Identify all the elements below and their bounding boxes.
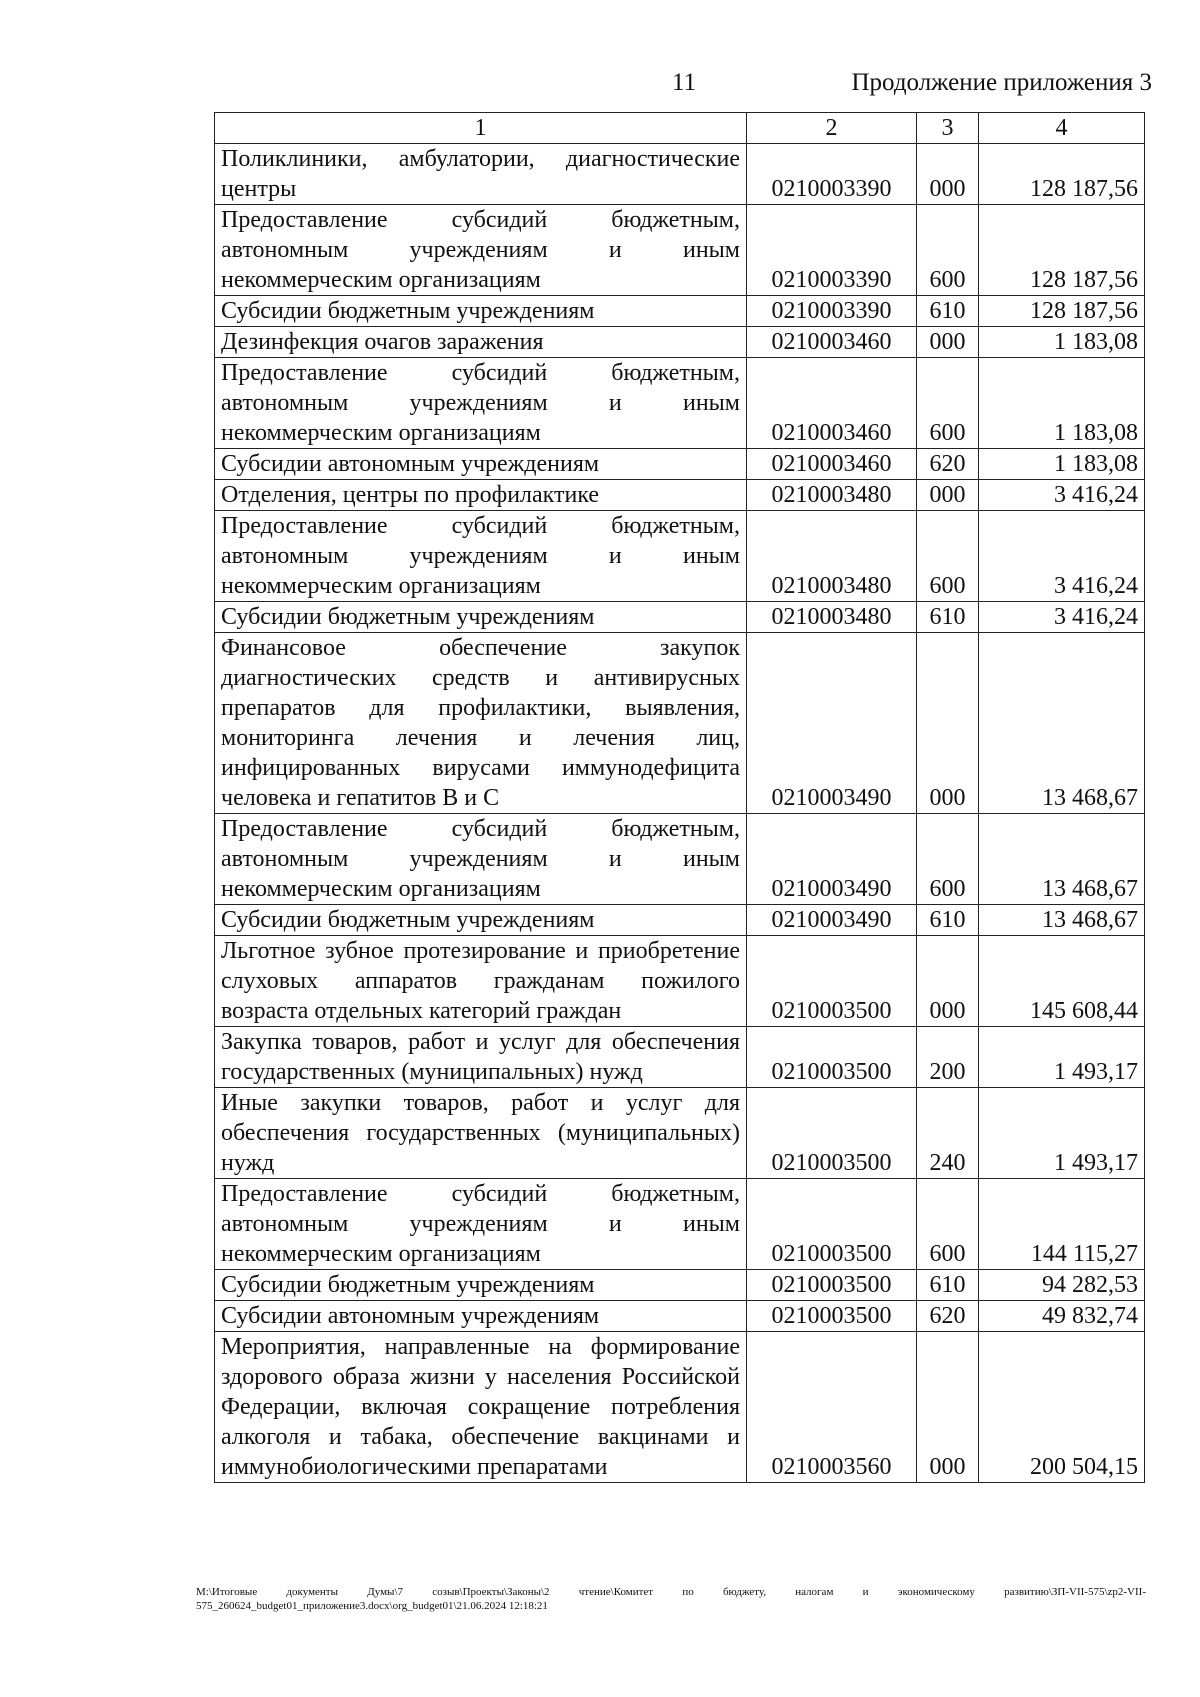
- row-code-cell: 0210003490: [747, 905, 917, 936]
- column-header-name: 1: [215, 113, 747, 144]
- row-name-cell: Предоставление субсидий бюджетным, автономным учреждениям и иным некоммерческим организациям: [215, 1179, 747, 1270]
- row-name-cell: Предоставление субсидий бюджетным, автономным учреждениям и иным некоммерческим организациям: [215, 511, 747, 602]
- row-sum-cell: 128 187,56: [979, 296, 1145, 327]
- table-header-row: [215, 113, 1145, 144]
- row-sum-cell: 144 115,27: [979, 1179, 1145, 1270]
- row-name-cell: Иные закупки товаров, работ и услуг для обеспечения государственных (муниципальных) нужд: [215, 1088, 747, 1179]
- row-name-cell: Льготное зубное протезирование и приобретение слуховых аппаратов гражданам пожилого возраста отдельных категорий граждан: [215, 936, 747, 1027]
- table-row: [215, 1270, 1145, 1301]
- row-name-cell: Дезинфекция очагов заражения: [215, 327, 747, 358]
- row-kind-cell: 610: [917, 1270, 979, 1301]
- table-row: [215, 449, 1145, 480]
- row-kind-cell: 610: [917, 296, 979, 327]
- row-code-cell: 0210003460: [747, 449, 917, 480]
- row-kind-cell: 000: [917, 480, 979, 511]
- table-row: [215, 1332, 1145, 1483]
- table-row: [215, 633, 1145, 814]
- row-code-cell: 0210003500: [747, 1179, 917, 1270]
- row-sum-cell: 128 187,56: [979, 205, 1145, 296]
- row-kind-cell: 000: [917, 1332, 979, 1483]
- row-code-cell: 0210003500: [747, 1027, 917, 1088]
- row-name-cell: Субсидии автономным учреждениям: [215, 449, 747, 480]
- row-name-cell: Предоставление субсидий бюджетным, автономным учреждениям и иным некоммерческим организациям: [215, 358, 747, 449]
- row-kind-cell: 200: [917, 1027, 979, 1088]
- row-name-cell: Субсидии бюджетным учреждениям: [215, 905, 747, 936]
- document-path-footer: М:\Итоговые документы Думы\7 созыв\Проекты\Законы\2 чтение\Комитет по бюджету, налогам и экономическому развитию\ЗП-VII-575\zp2-VII-575_260624_budget01_приложение3.docx\org_budget01\21.06.2024 12:18:21: [196, 1586, 1146, 1612]
- row-name-cell: Предоставление субсидий бюджетным, автономным учреждениям и иным некоммерческим организациям: [215, 205, 747, 296]
- row-kind-cell: 000: [917, 936, 979, 1027]
- row-sum-cell: 128 187,56: [979, 144, 1145, 205]
- column-header-code: 2: [747, 113, 917, 144]
- table-row: [215, 1027, 1145, 1088]
- row-code-cell: 0210003500: [747, 1088, 917, 1179]
- column-header-sum: 4: [979, 113, 1145, 144]
- row-code-cell: 0210003500: [747, 1301, 917, 1332]
- row-sum-cell: 1 183,08: [979, 449, 1145, 480]
- row-code-cell: 0210003480: [747, 602, 917, 633]
- row-name-cell: Отделения, центры по профилактике: [215, 480, 747, 511]
- table-row: [215, 1088, 1145, 1179]
- row-code-cell: 0210003390: [747, 205, 917, 296]
- row-sum-cell: 3 416,24: [979, 602, 1145, 633]
- row-code-cell: 0210003560: [747, 1332, 917, 1483]
- table-row: [215, 814, 1145, 905]
- row-code-cell: 0210003480: [747, 480, 917, 511]
- row-kind-cell: 000: [917, 144, 979, 205]
- row-name-cell: Субсидии автономным учреждениям: [215, 1301, 747, 1332]
- appendix-continuation-label: Продолжение приложения 3: [851, 69, 1152, 96]
- row-sum-cell: 94 282,53: [979, 1270, 1145, 1301]
- row-code-cell: 0210003460: [747, 327, 917, 358]
- table-row: [215, 602, 1145, 633]
- row-name-cell: Субсидии бюджетным учреждениям: [215, 1270, 747, 1301]
- row-sum-cell: 1 183,08: [979, 327, 1145, 358]
- table-row: [215, 327, 1145, 358]
- row-name-cell: Поликлиники, амбулатории, диагностические центры: [215, 144, 747, 205]
- row-kind-cell: 240: [917, 1088, 979, 1179]
- row-code-cell: 0210003460: [747, 358, 917, 449]
- row-kind-cell: 600: [917, 814, 979, 905]
- table-row: [215, 144, 1145, 205]
- table-row: [215, 511, 1145, 602]
- row-sum-cell: 1 493,17: [979, 1088, 1145, 1179]
- row-sum-cell: 3 416,24: [979, 511, 1145, 602]
- row-code-cell: 0210003500: [747, 936, 917, 1027]
- table-row: [215, 1301, 1145, 1332]
- page-number: 11: [672, 69, 697, 96]
- row-kind-cell: 000: [917, 327, 979, 358]
- row-name-cell: Закупка товаров, работ и услуг для обеспечения государственных (муниципальных) нужд: [215, 1027, 747, 1088]
- row-name-cell: Финансовое обеспечение закупок диагностических средств и антивирусных препаратов для профилактики, выявления, мониторинга лечения и лечения лиц, инфицированных вирусами иммунодефицита человека и гепатитов В и С: [215, 633, 747, 814]
- row-kind-cell: 600: [917, 1179, 979, 1270]
- row-sum-cell: 1 183,08: [979, 358, 1145, 449]
- row-kind-cell: 000: [917, 633, 979, 814]
- row-sum-cell: 13 468,67: [979, 633, 1145, 814]
- table-row: [215, 205, 1145, 296]
- budget-table: [214, 112, 1145, 1483]
- table-body: [215, 144, 1145, 1483]
- column-header-kind: 3: [917, 113, 979, 144]
- table-row: [215, 480, 1145, 511]
- table-row: [215, 905, 1145, 936]
- row-sum-cell: 49 832,74: [979, 1301, 1145, 1332]
- table-row: [215, 296, 1145, 327]
- row-name-cell: Субсидии бюджетным учреждениям: [215, 296, 747, 327]
- row-kind-cell: 620: [917, 1301, 979, 1332]
- row-code-cell: 0210003390: [747, 144, 917, 205]
- row-name-cell: Мероприятия, направленные на формирование здорового образа жизни у населения Российской Федерации, включая сокращение потребления алкоголя и табака, обеспечение вакцинами и иммунобиологическими препаратами: [215, 1332, 747, 1483]
- row-name-cell: Предоставление субсидий бюджетным, автономным учреждениям и иным некоммерческим организациям: [215, 814, 747, 905]
- row-sum-cell: 200 504,15: [979, 1332, 1145, 1483]
- row-sum-cell: 13 468,67: [979, 905, 1145, 936]
- table-row: [215, 1179, 1145, 1270]
- row-code-cell: 0210003490: [747, 814, 917, 905]
- table-row: [215, 936, 1145, 1027]
- row-code-cell: 0210003490: [747, 633, 917, 814]
- row-code-cell: 0210003480: [747, 511, 917, 602]
- row-code-cell: 0210003390: [747, 296, 917, 327]
- row-code-cell: 0210003500: [747, 1270, 917, 1301]
- row-sum-cell: 13 468,67: [979, 814, 1145, 905]
- row-kind-cell: 620: [917, 449, 979, 480]
- row-kind-cell: 610: [917, 905, 979, 936]
- row-sum-cell: 145 608,44: [979, 936, 1145, 1027]
- row-kind-cell: 600: [917, 358, 979, 449]
- row-kind-cell: 610: [917, 602, 979, 633]
- row-sum-cell: 1 493,17: [979, 1027, 1145, 1088]
- row-sum-cell: 3 416,24: [979, 480, 1145, 511]
- table-row: [215, 358, 1145, 449]
- row-kind-cell: 600: [917, 205, 979, 296]
- row-name-cell: Субсидии бюджетным учреждениям: [215, 602, 747, 633]
- row-kind-cell: 600: [917, 511, 979, 602]
